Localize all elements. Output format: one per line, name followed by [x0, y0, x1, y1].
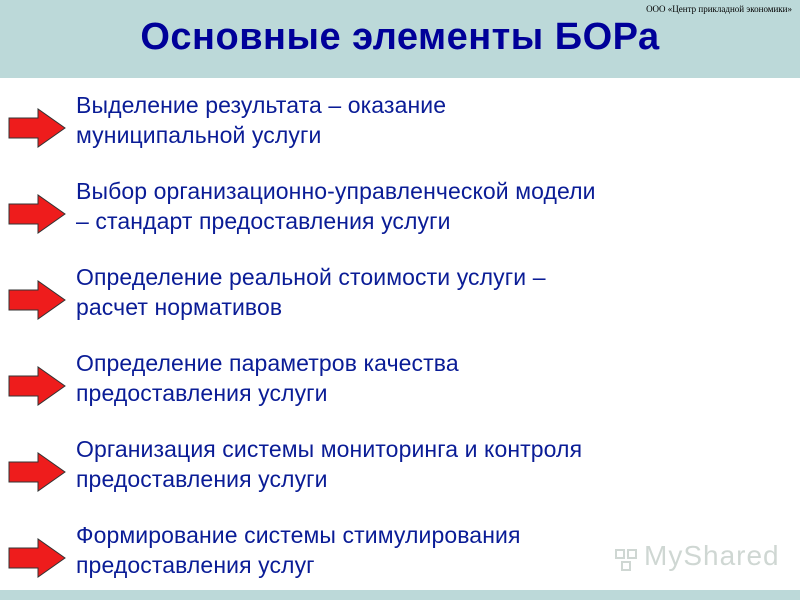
slide-title: Основные элементы БОРа [140, 16, 660, 58]
item-line-1: Определение параметров качества [76, 350, 459, 376]
list-item [0, 346, 800, 426]
item-line-2: – стандарт предоставления услуги [76, 208, 451, 234]
red-arrow-icon [8, 194, 66, 234]
item-line-2: предоставления услуги [76, 380, 328, 406]
red-arrow-icon [8, 108, 66, 148]
item-line-2: предоставления услуг [76, 552, 315, 578]
item-text [76, 262, 788, 322]
myshared-logo-icon [614, 546, 640, 574]
item-line-2: расчет нормативов [76, 294, 283, 320]
list-item [0, 260, 800, 340]
item-line-1: Определение реальной стоимости услуги – [76, 264, 546, 290]
watermark [614, 538, 780, 578]
item-text [76, 176, 788, 236]
item-text [76, 348, 788, 408]
item-text [76, 90, 788, 150]
list-item [0, 88, 800, 168]
red-arrow-icon [8, 538, 66, 578]
item-line-1: Организация системы мониторинга и контроля [76, 436, 583, 462]
item-line-1: Формирование системы стимулирования [76, 522, 521, 548]
item-line-2: предоставления услуги [76, 466, 328, 492]
item-line-2: муниципальной услуги [76, 122, 322, 148]
company-name: ООО «Центр прикладной экономики» [646, 4, 792, 14]
item-line-1: Выделение результата – оказание [76, 92, 447, 118]
item-text [76, 434, 788, 494]
list-item [0, 174, 800, 254]
item-line-1: Выбор организационно-управленческой модели [76, 178, 596, 204]
watermark-text: MyShared [644, 540, 780, 571]
red-arrow-icon [8, 280, 66, 320]
red-arrow-icon [8, 452, 66, 492]
list-item [0, 432, 800, 512]
red-arrow-icon [8, 366, 66, 406]
footer-band [0, 590, 800, 600]
